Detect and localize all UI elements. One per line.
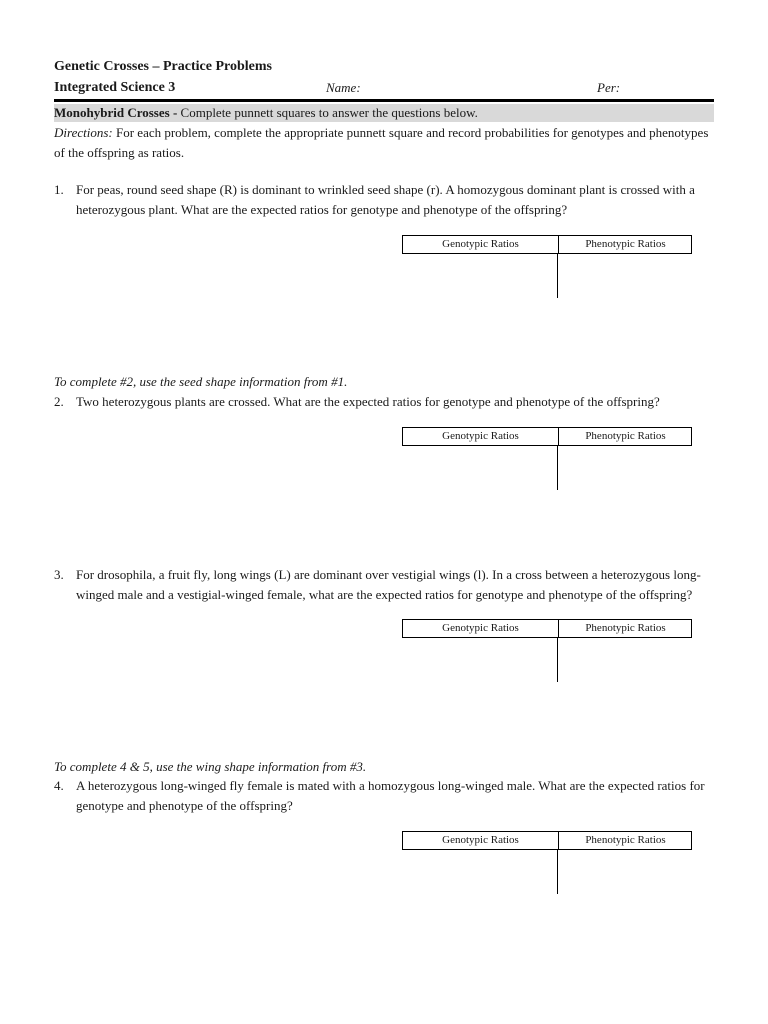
ratio-table-4 bbox=[402, 831, 692, 895]
ratio-table-header bbox=[402, 619, 692, 638]
question-number: 1. bbox=[54, 182, 64, 197]
phenotypic-ratios-header: Phenotypic Ratios bbox=[558, 620, 692, 637]
question-2 bbox=[54, 392, 714, 412]
section-heading: Monohybrid Crosses - bbox=[54, 105, 178, 120]
ratio-table-divider bbox=[557, 638, 558, 682]
course-name: Integrated Science 3 bbox=[54, 80, 176, 95]
period-label: Per: bbox=[597, 80, 621, 95]
note-question-2: To complete #2, use the seed shape information from #1. bbox=[54, 374, 348, 389]
directions bbox=[54, 123, 714, 163]
question-text: For peas, round seed shape (R) is dominant to wrinkled seed shape (r). A homozygous dominant plant is crossed with a heterozygous plant. What are the expected ratios for genotype and phenotype of the offspring? bbox=[76, 182, 695, 217]
question-number: 4. bbox=[54, 778, 64, 793]
ratio-table-header bbox=[402, 427, 692, 446]
directions-label: Directions: bbox=[54, 125, 113, 140]
question-3 bbox=[54, 565, 714, 605]
note-question-4-5: To complete 4 & 5, use the wing shape information from #3. bbox=[54, 759, 367, 774]
genotypic-ratios-header: Genotypic Ratios bbox=[442, 622, 519, 634]
question-1 bbox=[54, 180, 714, 220]
question-text: A heterozygous long-winged fly female is mated with a homozygous long-winged male. What are the expected ratios for genotype and phenotype of the offspring? bbox=[76, 778, 705, 813]
genotypic-ratios-header: Genotypic Ratios bbox=[442, 430, 519, 442]
section-instruction: Complete punnett squares to answer the questions below. bbox=[177, 105, 478, 120]
phenotypic-ratios-header: Phenotypic Ratios bbox=[558, 236, 692, 253]
question-4 bbox=[54, 776, 714, 816]
ratio-table-1 bbox=[402, 235, 692, 299]
question-text: For drosophila, a fruit fly, long wings (L) are dominant over vestigial wings (l). In a cross between a heterozygous long-winged male and a vestigial-winged female, what are the expected ratios for genotype and phenotype of the offspring? bbox=[76, 567, 701, 602]
ratio-table-header bbox=[402, 235, 692, 254]
directions-text: For each problem, complete the appropriate punnett square and record probabilities for genotypes and phenotypes of the offspring as ratios. bbox=[54, 125, 709, 160]
ratio-table-header bbox=[402, 831, 692, 850]
name-label: Name: bbox=[326, 80, 361, 95]
header-info-line bbox=[54, 80, 714, 98]
question-number: 3. bbox=[54, 567, 64, 582]
genotypic-ratios-header: Genotypic Ratios bbox=[442, 238, 519, 250]
ratio-table-divider bbox=[557, 850, 558, 894]
ratio-table-divider bbox=[557, 254, 558, 298]
ratio-table-divider bbox=[557, 446, 558, 490]
worksheet-title: Genetic Crosses – Practice Problems bbox=[54, 59, 272, 74]
header-divider bbox=[54, 99, 714, 102]
ratio-table-3 bbox=[402, 619, 692, 683]
genotypic-ratios-header: Genotypic Ratios bbox=[442, 834, 519, 846]
ratio-table-2 bbox=[402, 427, 692, 491]
phenotypic-ratios-header: Phenotypic Ratios bbox=[558, 832, 692, 849]
question-number: 2. bbox=[54, 394, 64, 409]
section-heading-bar bbox=[54, 104, 714, 122]
question-text: Two heterozygous plants are crossed. What are the expected ratios for genotype and phenotype of the offspring? bbox=[76, 394, 660, 409]
phenotypic-ratios-header: Phenotypic Ratios bbox=[558, 428, 692, 445]
